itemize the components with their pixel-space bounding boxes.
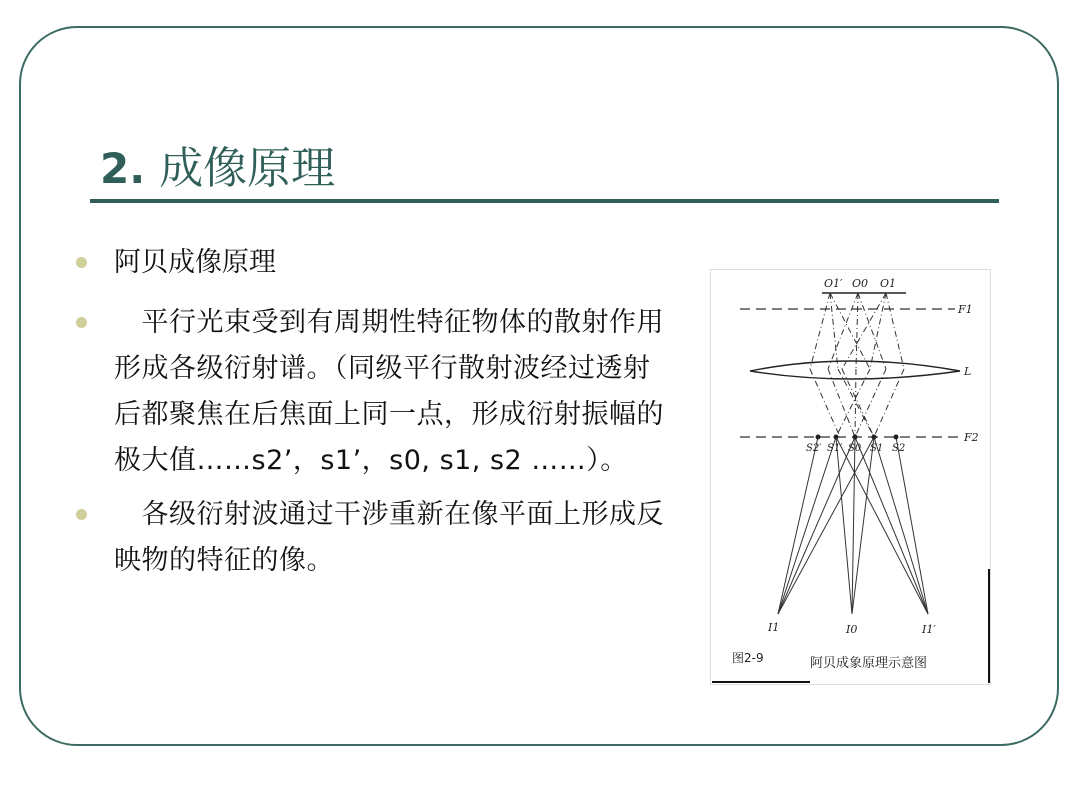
slide-title <box>100 132 336 194</box>
label-o1: O1 <box>880 277 897 290</box>
label-s1: S1 <box>870 443 884 454</box>
label-s1-prime: S1′ <box>827 443 843 454</box>
label-f1: F1 <box>958 303 973 316</box>
figure-caption-number: 图2-9 <box>732 651 764 665</box>
bullet-list <box>76 240 676 584</box>
label-s2: S2 <box>892 443 906 454</box>
lens <box>750 361 960 379</box>
bullet-dot <box>76 317 87 328</box>
diffraction-rays <box>810 293 904 437</box>
bullet-item <box>76 492 676 584</box>
label-s0: S0 <box>848 443 862 454</box>
bullet-item <box>76 240 676 286</box>
title-number: 2. <box>100 144 146 193</box>
bullet-dot <box>76 509 87 520</box>
figure-caption-text: 阿贝成象原理示意图 <box>810 656 928 671</box>
label-f2: F2 <box>964 431 979 444</box>
label-o1-prime: O1′ <box>824 277 843 290</box>
label-i1-prime: I1′ <box>922 623 936 636</box>
abbe-diagram-svg <box>710 269 991 685</box>
bullet-text: 阿贝成像原理 <box>114 247 276 278</box>
bullet-item <box>76 300 676 484</box>
bullet-text: 各级衍射波通过干涉重新在像平面上形成反映物的特征的像。 <box>114 499 664 576</box>
title-text: 成像原理 <box>159 143 336 194</box>
label-s2-prime: S2′ <box>806 443 822 454</box>
abbe-diagram <box>710 269 991 685</box>
label-i0: I0 <box>846 623 858 636</box>
image-rays <box>778 437 928 614</box>
label-l: L <box>964 365 972 378</box>
label-i1: I1 <box>768 621 780 634</box>
title-underline <box>90 199 999 203</box>
bullet-dot <box>76 257 87 268</box>
label-o0: O0 <box>852 277 869 290</box>
bullet-text: 平行光束受到有周期性特征物体的散射作用形成各级衍射谱。（同级平行散射波经过透射后都聚焦在后焦面上同一点，形成衍射振幅的极大值……s2’，s1’，s0, s1, s2 ……）。 <box>114 307 664 476</box>
